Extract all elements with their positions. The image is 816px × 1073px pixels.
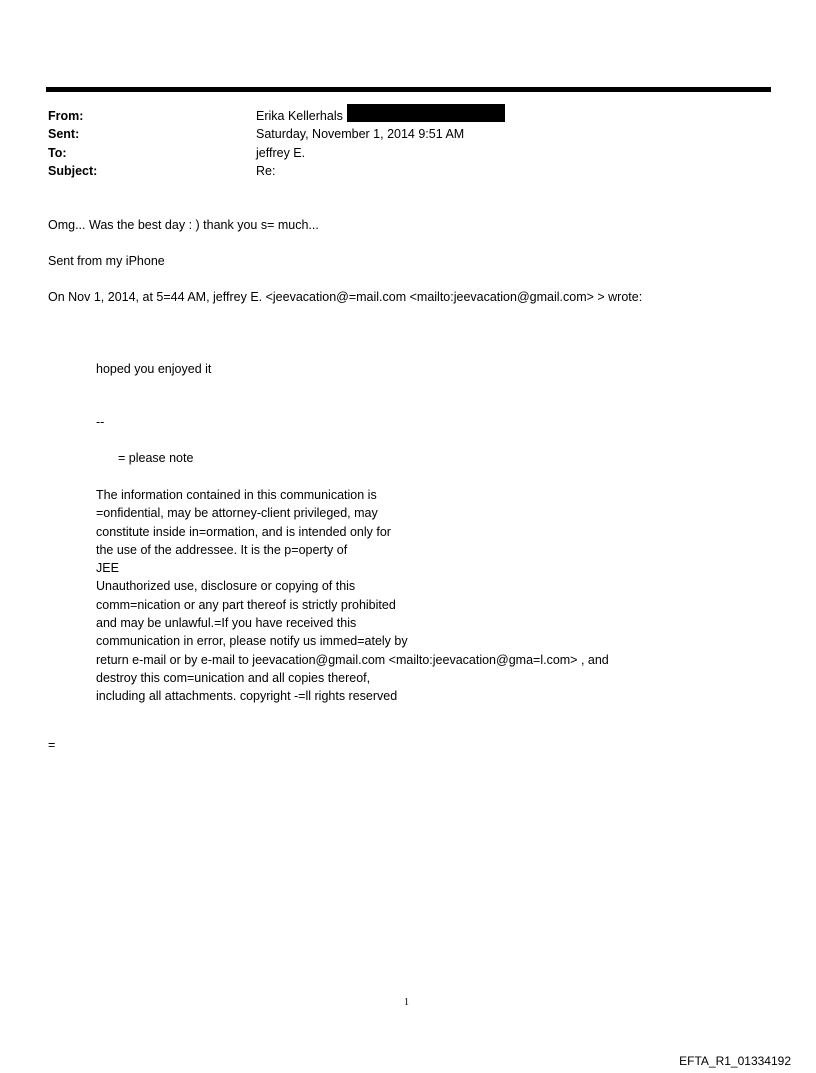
quoted-line-1: hoped you enjoyed it xyxy=(96,362,212,376)
from-label: From: xyxy=(48,109,84,123)
redaction-block xyxy=(347,104,505,122)
disclaimer-line: communication in error, please notify us immed=ately by xyxy=(96,634,408,649)
header-divider xyxy=(46,87,771,92)
subject-value: Re: xyxy=(256,164,276,178)
disclaimer-line: Unauthorized use, disclosure or copying of this xyxy=(96,579,356,594)
quoted-note: = please note xyxy=(118,451,194,465)
trailing-equals: = xyxy=(48,738,56,752)
disclaimer-line: constitute inside in=ormation, and is intended only for xyxy=(96,524,391,539)
disclaimer-line: the use of the addressee. It is the p=operty of xyxy=(96,542,348,557)
document-id: EFTA_R1_01334192 xyxy=(679,1054,791,1068)
disclaimer-line: JEE xyxy=(96,561,119,576)
disclaimer-line: return e-mail or by e-mail to jeevacation@gmail.com <mailto:jeevacation@gma=l.com> , and xyxy=(96,652,609,667)
disclaimer-line: including all attachments. copyright -=ll rights reserved xyxy=(96,689,398,704)
disclaimer-block xyxy=(96,486,609,706)
subject-label: Subject: xyxy=(48,164,98,178)
sent-value: Saturday, November 1, 2014 9:51 AM xyxy=(256,127,465,141)
sent-label: Sent: xyxy=(48,127,80,141)
disclaimer-line: =onfidential, may be attorney-client privileged, may xyxy=(96,506,378,521)
to-label: To: xyxy=(48,146,67,160)
disclaimer-line: The information contained in this communication is xyxy=(96,488,377,502)
disclaimer-line: and may be unlawful.=If you have received this xyxy=(96,616,357,631)
page-number: 1 xyxy=(404,997,409,1008)
disclaimer-line: destroy this com=unication and all copies thereof, xyxy=(96,670,371,685)
body-line-3: On Nov 1, 2014, at 5=44 AM, jeffrey E. <jeevacation@=mail.com <mailto:jeevacation@gmail.com> > wrote: xyxy=(48,290,643,304)
quoted-signature-separator: -- xyxy=(96,415,105,429)
disclaimer-line: comm=nication or any part thereof is strictly prohibited xyxy=(96,597,396,612)
body-line-2: Sent from my iPhone xyxy=(48,254,165,268)
body-line-1: Omg... Was the best day : ) thank you s= much... xyxy=(48,218,319,232)
to-value: jeffrey E. xyxy=(256,146,306,160)
from-value: Erika Kellerhals xyxy=(256,109,343,123)
